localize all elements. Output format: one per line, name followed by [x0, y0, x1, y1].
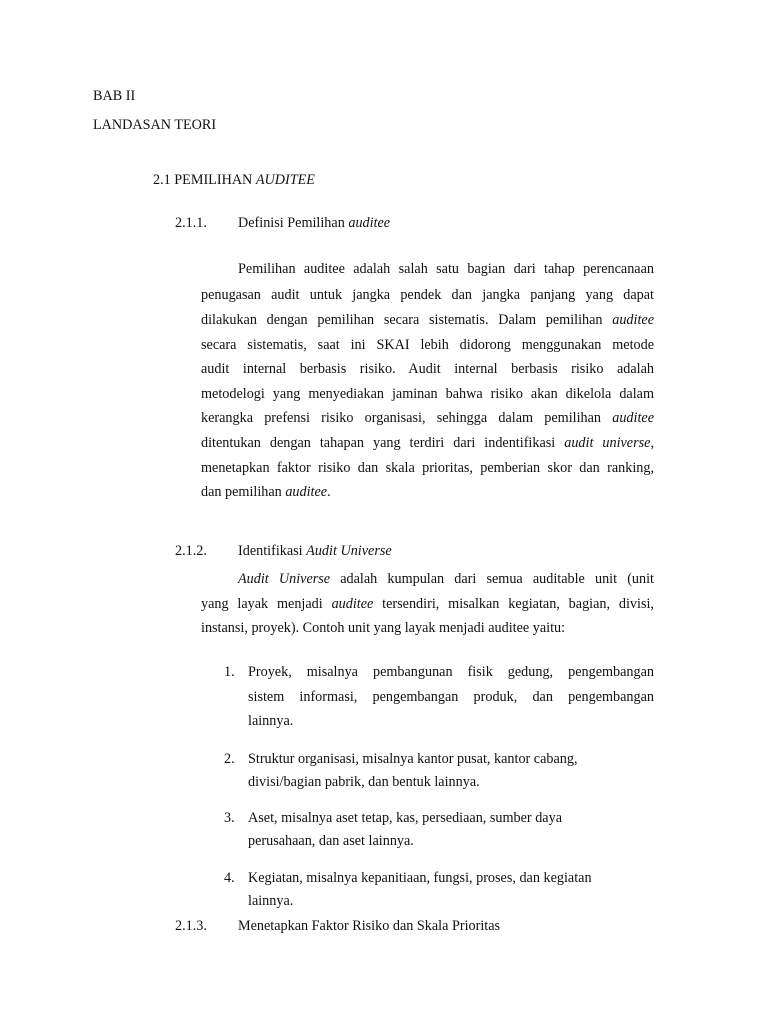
paragraph-line: kerangka prefensi risiko organisasi, sehingga dalam pemilihan auditee [201, 410, 654, 426]
sub3-number: 2.1.3. [175, 918, 207, 934]
list-item-line: Aset, misalnya aset tetap, kas, persediaan, sumber daya [248, 810, 562, 826]
list-number: 1. [224, 664, 235, 680]
sub1-number: 2.1.1. [175, 215, 207, 231]
section-title: PEMILIHAN [174, 172, 253, 188]
paragraph-line: dilakukan dengan pemilihan secara sistematis. Dalam pemilihan auditee [201, 312, 654, 328]
sub1-title-text: Definisi Pemilihan [238, 215, 345, 231]
paragraph-line: ditentukan dengan tahapan yang terdiri dari indentifikasi audit universe, [201, 435, 654, 451]
paragraph-line: secara sistematis, saat ini SKAI lebih didorong menggunakan metode [201, 337, 654, 353]
section-heading [153, 172, 315, 189]
paragraph-line: dan pemilihan auditee. [201, 484, 331, 500]
paragraph-line: audit internal berbasis risiko. Audit internal berbasis risiko adalah [201, 361, 654, 377]
list-item-line: lainnya. [248, 713, 294, 729]
list-item-line: lainnya. [248, 893, 294, 909]
sub2-title-italic: Audit Universe [306, 543, 392, 559]
paragraph-line: penugasan audit untuk jangka pendek dan jangka panjang yang dapat [201, 287, 654, 303]
chapter-title: LANDASAN TEORI [93, 117, 217, 133]
sub1-title [238, 215, 390, 232]
paragraph-line: metodelogi yang menyediakan jaminan bahwa risiko akan dikelola dalam [201, 386, 654, 402]
list-item-line: perusahaan, dan aset lainnya. [248, 833, 414, 849]
sub2-number: 2.1.2. [175, 543, 207, 559]
list-item-line: Kegiatan, misalnya kepanitiaan, fungsi, proses, dan kegiatan [248, 870, 592, 886]
list-item-line: sistem informasi, pengembangan produk, dan pengembangan [248, 689, 654, 705]
list-item-line: Struktur organisasi, misalnya kantor pusat, kantor cabang, [248, 751, 578, 767]
paragraph-line: Audit Universe adalah kumpulan dari semua auditable unit (unit [238, 571, 654, 587]
sub2-title-text: Identifikasi [238, 543, 303, 559]
section-title-italic: AUDITEE [255, 172, 315, 188]
sub2-title [238, 543, 392, 560]
paragraph-line: instansi, proyek). Contoh unit yang layak menjadi auditee yaitu: [201, 620, 566, 636]
list-item-line: divisi/bagian pabrik, dan bentuk lainnya. [248, 774, 480, 790]
list-number: 4. [224, 870, 235, 886]
paragraph-line: Pemilihan auditee adalah salah satu bagian dari tahap perencanaan [238, 261, 654, 277]
section-number: 2.1 [153, 172, 171, 188]
list-number: 3. [224, 810, 235, 826]
paragraph-line: yang layak menjadi auditee tersendiri, misalkan kegiatan, bagian, divisi, [201, 596, 654, 612]
sub1-title-italic: auditee [348, 215, 391, 231]
paragraph-line: menetapkan faktor risiko dan skala prioritas, pemberian skor dan ranking, [201, 460, 654, 476]
list-number: 2. [224, 751, 235, 767]
chapter-label: BAB II [93, 88, 136, 104]
sub3-title: Menetapkan Faktor Risiko dan Skala Prioritas [238, 918, 501, 934]
list-item-line: Proyek, misalnya pembangunan fisik gedung, pengembangan [248, 664, 654, 680]
